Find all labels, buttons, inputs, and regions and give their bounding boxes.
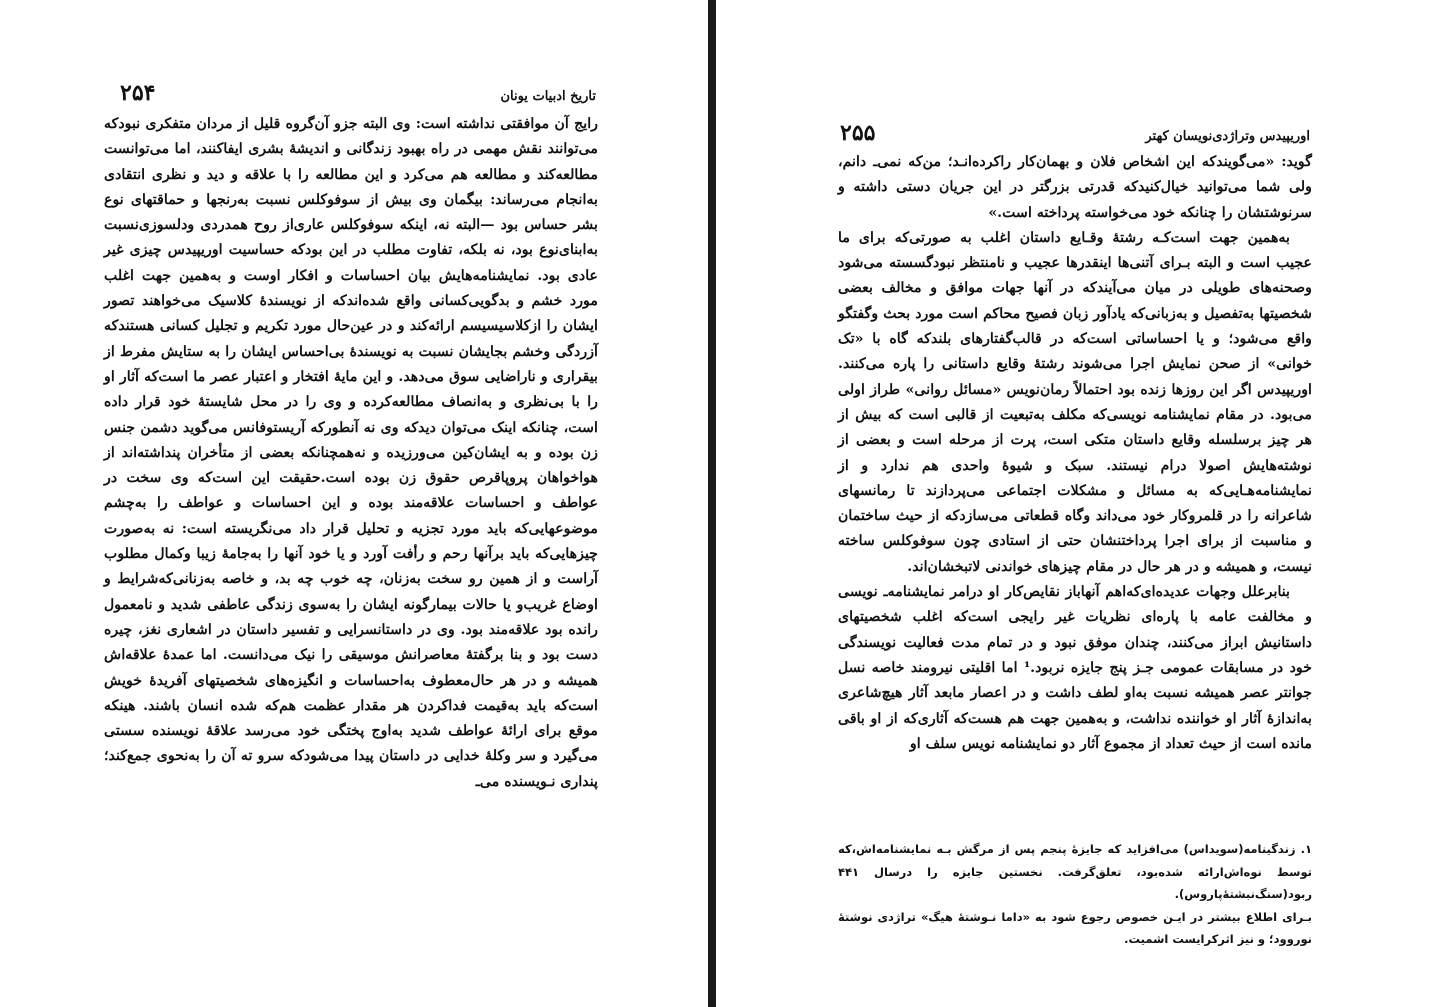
paragraph: گوید: «می‌گویندکه این اشخاص فلان و بهمان‌کار را‌کرده‌انـد؛ من‌که نمی‌ـ دانم، ولی شما می‌توانید خیال‌کنیدکه قدرتی بزرگتر در این جریان دستی داشته و سرنوشتشان را چنانکه خود می‌خواسته پرداخته است.» (838, 154, 1312, 221)
left-page (0, 0, 706, 1007)
left-page-body (104, 112, 598, 795)
book-gutter (708, 0, 716, 1007)
footnote: بـرای اطلاع بیشتر در ایـن خصوص رجوع شود به «داما نـوشتهٔ هیگ» تراژدی نوشتهٔ نوروود؛ و نیز اثرکرایست اشمیت. (838, 909, 1312, 946)
running-title: اوریپیدس وتراژدی‌نویسان کهتر (1145, 129, 1310, 144)
page-number: ۲۵۴ (120, 80, 156, 106)
running-title: تاریخ ادبیات یونان (500, 89, 596, 104)
footnotes (838, 838, 1312, 951)
right-page-header (840, 120, 1310, 146)
paragraph: رایج آن موافقتی نداشته است: وی البته جزو آن‌گروه قلیل از مردان متفکری نبودکه می‌توانند نقش مهمی در راه بهبود زندگانی و اندیشهٔ بشری ایفا‌کنند، اما می‌توانست مطالعه‌کند و مطالعه هم می‌کرد و این مطالعه را با علاقه و دید و نظری انتقادی به‌انجام می‌رساند: بیگمان وی بیش از سوفوکلس نسبت به‌رنجها و حماقتهای نوع بشر حساس بود —البته نه، اینکه سوفوکلس عاری‌از روح همدردی ودلسوزی‌نسبت به‌ابنای‌نوع بود، نه بلکه، تفاوت مطلب در این بودکه حساسیت اوریپیدس چیزی غیر عادی بود. نمایشنامه‌هایش بیان احساسات و افکار اوست و به‌همین جهت اغلب مورد خشم و بدگویی‌کسانی واقع شده‌اندکه از نویسندهٔ کلاسیک می‌خواهند تصور ایشان را ازکلاسیسیسم ارائه‌کند و در عین‌حال مورد تکریم و تجلیل کسانی هستندکه آزردگی وخشم بجایشان نسبت به نویسندهٔ بی‌احساس ایشان را به ستایش مفرط از بیقراری و ناراضایی سوق می‌دهد. و این مایهٔ افتخار و اعتبار عصر ما است‌که آثار او را با بی‌نظری و به‌انصاف مطالعه‌کرده و وی را در محل شایستهٔ خود قرار داده است، چنانکه اینک می‌توان دیدکه وی نه آنطورکه آریستوفانس می‌گوید دشمن جنس زن بوده و به ایشان‌کین می‌ورزیده و نه‌همچنانکه بعضی از متأخران پنداشته‌اند از هواخواهان پروپاقرص حقوق زن بوده است.حقیقت این است‌که وی سخت در عواطف و احساسات علاقه‌مند بوده و این احساسات و عواطف را به‌چشم موضوعهایی‌که باید مورد تجزیه و تحلیل قرار داد می‌نگریسته است: نه به‌صورت چیزهایی‌که باید برآنها رحم و رأفت آورد و یا خود آنها را به‌جامهٔ زیبا وکمال مطلوب آراست و از همین رو سخت به‌زنان، چه خوب چه بد، و خاصه به‌زنانی‌که‌شرایط و اوضاع غریب‌و یا حالات بیمارگونه ایشان را به‌سوی زندگی عاطفی شدید و نامعمول رانده بود علاقه‌مند بود. وی در داستانسرایی و تفسیر داستان در اشعاری نغز، چیره دست بود و بنا برگفتهٔ معاصرانش موسیقی را نیک می‌دانست. اما عمدهٔ علاقه‌اش همیشه و در هر حال‌معطوف به‌احساسات و انگیزه‌های شخصیتهای آفریده‌ٔ خویش است‌که باید به‌قیمت فدا‌کردن هر مقدار عظمت هم‌که شده انسان باشند. هینکه موقع برای ارائهٔ عواطف شدید به‌اوج پختگی خود می‌رسد علاقهٔ نویسنده سستی می‌گیرد و سر وکلهٔ خدایی در داستان پیدا می‌شودکه سرو ته آن را به‌نحوی جمع‌کند؛ پنداری نـویسنده می‌ـ (104, 116, 598, 790)
paragraph: بنابرعلل وجهات عدیده‌ای‌که‌اهم آنهاباز نقایص‌کار او درامر نمایشنامه‌ـ نویسی و مخالفت عامه با پاره‌ای نظریات غیر رایجی است‌که اغلب شخصیتهای داستانیش ابراز می‌کنند، چندان موفق نبود و در تمام مدت فعالیت نویسندگی خود در مسابقات عمومی جـز پنج جایزه نربود.¹ اما اقلیتی نیرومند خاصه نسل جوانتر عصر همیشه نسبت به‌او لطف داشت و در اعصار مابعد آثار هیچ‌شاعری به‌اندازهٔ آثار او خواننده نداشت، و به‌همین جهت هم هست‌که آثاری‌که از او باقی مانده است از حیث تعداد از مجموع آثار دو نمایشنامه نویس سلف او (838, 584, 1312, 752)
page-number: ۲۵۵ (840, 120, 876, 146)
left-page-header (120, 80, 596, 106)
paragraph: به‌همین جهت است‌کـه رشتهٔ وقـایع داستان اغلب به صورتی‌که برای ما عجیب است و البته بـرای آتنی‌ها اینقدرها عجیب و نامنتظر نبودگسسته می‌شود وصحنه‌های طویلی در میان می‌آیندکه در آنها جهات موافق و مخالف بعضی شخصیتها به‌تفصیل و به‌زبانی‌که یادآور زبان فصیح محاکم است مورد بحث وگفتگو واقع می‌شود؛ و یا احساساتی است‌که در قالب‌گفتارهای بلندکه گاه با «تک‌ خوانی» از صحن نمایش اجرا می‌شوند رشتهٔ وقایع داستانی را پاره می‌کنند. اوریپیدس اگر این روزها زنده بود احتمالاً رمان‌نویس «مسائل روانی» طراز اولی می‌بود. در مقام نمایشنامه نویسی‌که مکلف به‌تبعیت از قالبی است که بیش از هر چیز برسلسله وقایع داستان متکی است، پرت از مرحله است و بعضی از نوشته‌هایش اصولا درام نیستند. سبک و شیوهٔ واحدی هم ندارد و از نمایشنامه‌هـایی‌که به مسائل و مشکلات اجتماعی می‌پردازند تا رمانسهای شاعرانه را در قلمروکار خود می‌داند وگاه قطعاتی می‌سازدکه از حیث ساختمان و مناسبت از برای اجرا پرداختنشان حتی از استادی چون سوفوکلس ساخته نیست، و همیشه و در هر حال در مقام چیزهای خواندنی لاتبخشان‌اند. (838, 229, 1312, 575)
footnote: ۱. زندگینامه(سویداس) می‌افزاید که جایزهٔ پنجم پس از مرگش بـه نمایشنامه‌اش‌،که توسط نوه‌اش‌ارائه شده‌بود، تعلق‌گرفت. نخستین جایزه را درسال ۴۴۱ ربود(سنگ‌نبشتهٔ‌پاروس). (838, 842, 1312, 901)
right-page-body (838, 150, 1312, 757)
right-page (722, 0, 1432, 1007)
